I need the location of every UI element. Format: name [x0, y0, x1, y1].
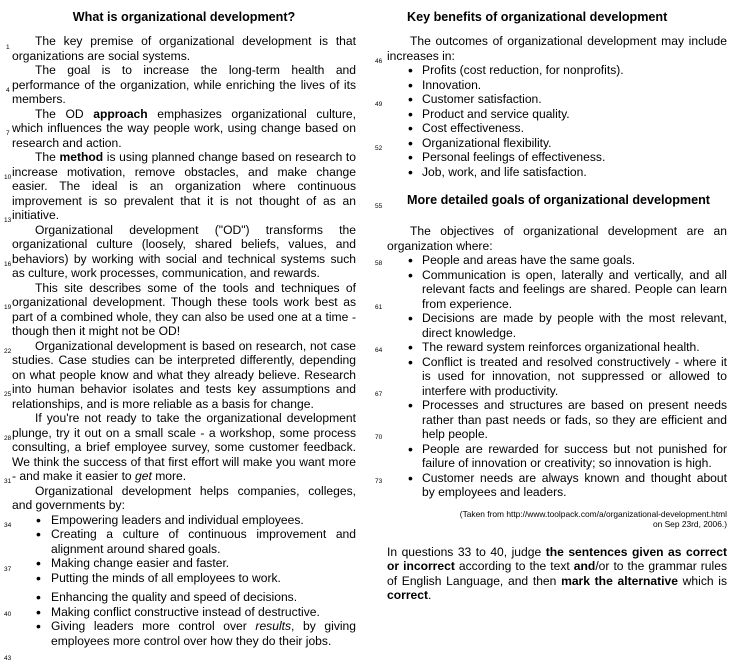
line-number: 55 [375, 203, 383, 210]
line-number: 19 [4, 304, 12, 311]
paragraph: Organizational development is based on research, not case studies. Case studies can be interpreted differently, depending on what people know and what they already believe. Research into human behavior isolates and tests key assumptions and relationships, and is more reliable as a basis for change. [12, 338, 356, 411]
line-number: 43 [4, 655, 12, 662]
line-number: 10 [4, 174, 12, 181]
paragraph: The outcomes of organizational development may include increases in: [387, 34, 727, 63]
list-item: • Customer needs are always known and thought about by employees and leaders. [387, 471, 727, 500]
line-number: 70 [375, 434, 383, 441]
line-number: 52 [375, 145, 383, 152]
line-number: 34 [4, 522, 12, 529]
right-column [387, 0, 727, 603]
list-item: • Personal feelings of effectiveness. [387, 150, 727, 165]
list-item: • Innovation. [387, 78, 727, 93]
line-number: 28 [4, 435, 12, 442]
paragraph: The key premise of organizational development is that organizations are social systems. [12, 34, 356, 63]
line-number: 16 [4, 261, 12, 268]
list-item: • Cost effectiveness. [387, 121, 727, 136]
line-number: 4 [6, 87, 10, 94]
list-item: • Empowering leaders and individual employees. [12, 513, 356, 528]
line-number: 64 [375, 347, 383, 354]
line-number: 7 [6, 130, 10, 137]
list-item: • Processes and structures are based on present needs rather than past needs or fads, so they are efficient and help people. [387, 398, 727, 442]
line-number: 25 [4, 391, 12, 398]
instructions: In questions 33 to 40, judge the sentences given as correct or incorrect according to the text and/or to the grammar rules of English Language, and then mark the alternative which is correct. [387, 544, 728, 603]
list-item: • Job, work, and life satisfaction. [387, 165, 727, 180]
list-item: • Communication is open, laterally and vertically, and all relevant facts and feelings are shared. People can learn from experience. [387, 268, 727, 312]
list-item: • People are rewarded for success but not punished for failure of innovation or creativity; so innovation is high. [387, 442, 727, 471]
left-column [12, 0, 356, 648]
line-number: 31 [4, 478, 12, 485]
line-number: 61 [375, 304, 383, 311]
benefits-list [387, 63, 727, 179]
line-number: 22 [4, 348, 12, 355]
goals-heading: More detailed goals of organizational development [407, 193, 710, 207]
source-citation: (Taken from http://www.toolpack.com/a/organizational-development.html on Sep 23rd, 2006.) [459, 508, 727, 530]
paragraph: The goal is to increase the long-term health and performance of the organization, while enriching the lives of its members. [12, 63, 356, 106]
list-item: • The reward system reinforces organizational health. [387, 340, 727, 355]
paragraph: The objectives of organizational development are an organization where: [387, 224, 727, 253]
paragraph: The method is using planned change based on research to increase motivation, remove obstacles, and make change easier. The ideal is an organization where continuous improvement is so prevalent that it is not thought of as an initiative. [12, 150, 356, 222]
goals-list [387, 253, 727, 500]
line-number: 1 [6, 44, 10, 51]
line-number: 58 [375, 260, 383, 267]
left-heading: What is organizational development? [72, 10, 296, 24]
paragraph: This site describes some of the tools and techniques of organizational development. Though these tools work best as part of a combined whole, they can also be used one at a time - though then it might not be OD! [12, 280, 356, 338]
list-item: • Enhancing the quality and speed of decisions. [12, 590, 356, 605]
list-item: • Product and service quality. [387, 107, 727, 122]
line-number: 67 [375, 391, 383, 398]
bullet-list [12, 513, 356, 586]
list-item: • Giving leaders more control over results, by giving employees more control over how they do their jobs. [12, 619, 356, 648]
list-item: • Profits (cost reduction, for nonprofits). [387, 63, 727, 78]
benefits-heading: Key benefits of organizational development [407, 10, 668, 24]
list-item: • Organizational flexibility. [387, 136, 727, 151]
paragraph: Organizational development ("OD") transforms the organizational culture (loosely, shared beliefs, values, and behaviors) by working with social and technical systems such as culture, work processes, communication, and rewards. [12, 222, 356, 280]
list-item: • Making conflict constructive instead of destructive. [12, 605, 356, 620]
list-item: • Decisions are made by people with the most relevant, direct knowledge. [387, 311, 727, 340]
paragraph: If you're not ready to take the organizational development plunge, try it out on a small scale - a workshop, some process consulting, a brief employee survey, some customer feedback. We think the success of that first effort will make you want more - and make it easier to get more. [12, 411, 356, 483]
paragraph: The OD approach emphasizes organizational culture, which influences the way people work, using change based on research and action. [12, 106, 356, 150]
line-number: 49 [375, 101, 383, 108]
line-number: 73 [375, 478, 383, 485]
line-number: 40 [4, 611, 12, 618]
line-number: 37 [4, 566, 12, 573]
list-item: • Creating a culture of continuous improvement and alignment around shared goals. [12, 527, 356, 556]
list-item: • Putting the minds of all employees to work. [12, 571, 356, 586]
list-item: • Customer satisfaction. [387, 92, 727, 107]
line-number: 13 [4, 217, 12, 224]
line-number: 46 [375, 58, 383, 65]
list-item: • Conflict is treated and resolved constructively - where it is used for innovation, not suppressed or allowed to interfere with productivity. [387, 355, 727, 399]
paragraph: Organizational development helps companies, colleges, and governments by: [12, 483, 356, 512]
bullet-list [12, 590, 356, 648]
list-item: • People and areas have the same goals. [387, 253, 727, 268]
list-item: • Making change easier and faster. [12, 556, 356, 571]
